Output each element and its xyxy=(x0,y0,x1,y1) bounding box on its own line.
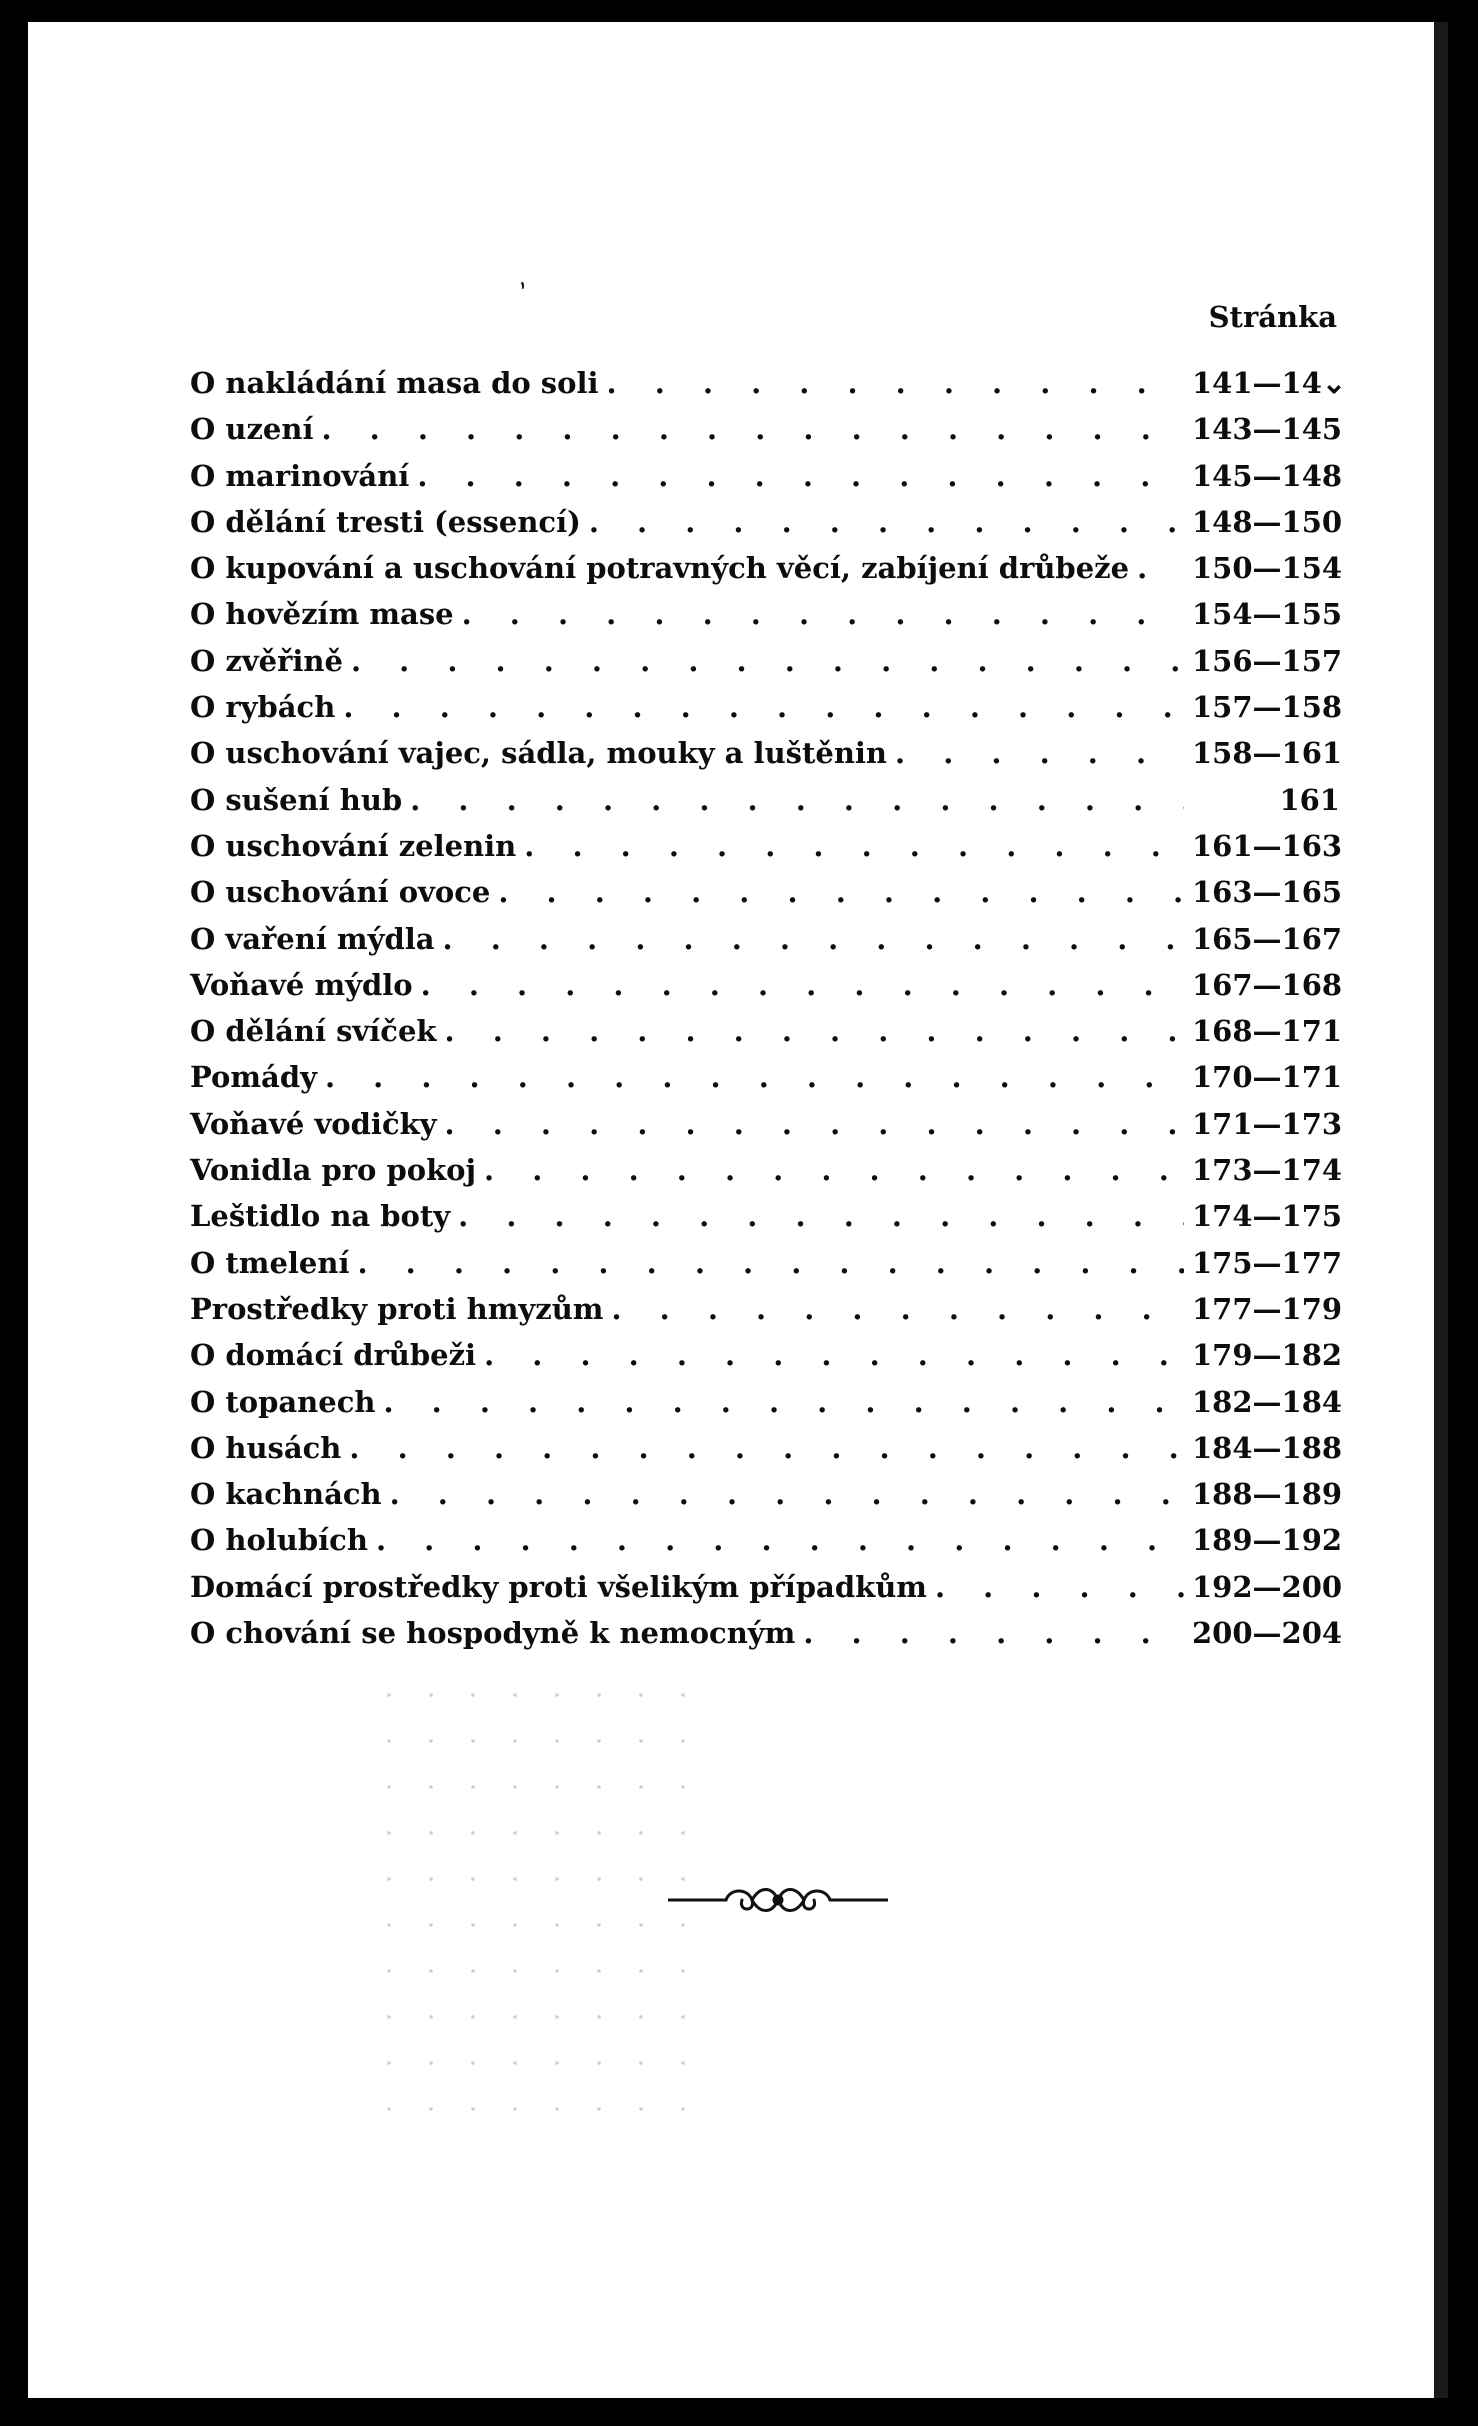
leader-dots xyxy=(462,591,1184,637)
leader-dots xyxy=(524,823,1184,869)
toc-entry xyxy=(190,777,1340,823)
toc-entry-title: O holubích xyxy=(190,1523,368,1558)
toc-entry-title: O dělání svíček xyxy=(190,1014,437,1049)
toc-entry-title: O husách xyxy=(190,1430,342,1465)
leader-dots xyxy=(895,730,1184,776)
toc-entry-pages: 175—177 xyxy=(1192,1245,1343,1280)
toc-entry xyxy=(190,1610,1343,1656)
leader-dots xyxy=(343,684,1184,730)
leader-dots xyxy=(445,1101,1184,1147)
toc-entry-title: O uzení xyxy=(190,412,314,447)
page-column-header: Stránka xyxy=(1208,300,1337,334)
toc-entry-pages: 148—150 xyxy=(1192,504,1343,539)
toc-entry xyxy=(190,1147,1343,1193)
leader-dots xyxy=(458,1193,1184,1239)
toc-entry-pages: 170—171 xyxy=(1192,1060,1343,1095)
leader-dots xyxy=(803,1610,1184,1656)
leader-dots xyxy=(611,1286,1184,1332)
toc-entry-pages: 150—154 xyxy=(1192,551,1343,586)
toc-entry-title: O rybách xyxy=(190,690,336,725)
toc-entry-title: O uschování zelenin xyxy=(190,828,517,863)
toc-entry xyxy=(190,453,1343,499)
toc-entry xyxy=(190,916,1343,962)
toc-entry xyxy=(190,962,1343,1008)
toc-entry-pages: 165—167 xyxy=(1192,921,1343,956)
book-page xyxy=(28,22,1448,2398)
bleed-through-dots xyxy=(368,1672,688,2112)
leader-dots xyxy=(445,1008,1185,1054)
toc-entry xyxy=(190,1193,1343,1239)
toc-entry-title: O sušení hub xyxy=(190,782,403,817)
leader-dots xyxy=(321,406,1184,452)
toc-entry-pages: 154—155 xyxy=(1192,597,1343,632)
toc-entry xyxy=(190,684,1343,730)
ornament-divider xyxy=(668,1880,888,1920)
toc-entry-title: Voňavé vodičky xyxy=(190,1106,437,1141)
toc-entry-title: Prostředky proti hmyzům xyxy=(190,1291,604,1326)
toc-entry-pages: 173—174 xyxy=(1192,1153,1343,1188)
toc-entry-title: O domácí drůbeži xyxy=(190,1338,477,1373)
toc-entry-title: Vonidla pro pokoj xyxy=(190,1153,477,1188)
toc-entry-pages: 141—14⌄ xyxy=(1192,366,1347,400)
toc-entry-pages: 143—145 xyxy=(1192,412,1343,447)
leader-dots xyxy=(349,1425,1184,1471)
toc-entry-title: O uschování ovoce xyxy=(190,875,491,910)
toc-entry-pages: 161—163 xyxy=(1192,828,1343,863)
toc-entry-pages: 179—182 xyxy=(1192,1338,1343,1373)
toc-entry xyxy=(190,1564,1343,1610)
toc-entry xyxy=(190,499,1343,545)
toc-entry xyxy=(190,638,1343,684)
toc-entry-pages: 192—200 xyxy=(1192,1569,1343,1604)
leader-dots xyxy=(484,1147,1184,1193)
toc-entry-pages: 158—161 xyxy=(1192,736,1343,771)
toc-entry-pages: 177—179 xyxy=(1192,1291,1343,1326)
toc-entry-pages: 157—158 xyxy=(1192,690,1343,725)
table-of-contents xyxy=(190,360,1347,1656)
leader-dots xyxy=(376,1517,1184,1563)
toc-entry-title: O uschování vajec, sádla, mouky a luštěnin xyxy=(190,736,888,771)
toc-entry xyxy=(190,823,1343,869)
leader-dots xyxy=(443,916,1184,962)
toc-entry-title: O kachnách xyxy=(190,1477,382,1512)
toc-entry xyxy=(190,1379,1343,1425)
toc-entry-title: Pomády xyxy=(190,1060,317,1095)
toc-entry-title: Leštidlo na boty xyxy=(190,1199,451,1234)
leader-dots xyxy=(607,360,1184,406)
toc-entry-title: O dělání tresti (essencí) xyxy=(190,504,581,539)
toc-entry-title: O marinování xyxy=(190,458,410,493)
leader-dots xyxy=(383,1379,1184,1425)
toc-entry-pages: 182—184 xyxy=(1192,1384,1343,1419)
toc-entry-title: O hovězím mase xyxy=(190,597,454,632)
toc-entry xyxy=(190,1054,1343,1100)
leader-dots xyxy=(325,1054,1184,1100)
leader-dots xyxy=(357,1240,1184,1286)
toc-entry xyxy=(190,1517,1343,1563)
toc-entry-pages: 171—173 xyxy=(1192,1106,1343,1141)
leader-dots xyxy=(1137,545,1184,591)
toc-entry xyxy=(190,406,1343,452)
leader-dots xyxy=(351,638,1184,684)
toc-entry xyxy=(190,360,1347,406)
leader-dots xyxy=(421,962,1184,1008)
toc-entry-title: Voňavé mýdlo xyxy=(190,967,413,1002)
toc-entry-pages: 163—165 xyxy=(1192,875,1343,910)
toc-entry-pages: 189—192 xyxy=(1192,1523,1343,1558)
toc-entry xyxy=(190,730,1343,776)
toc-entry-title: O topanech xyxy=(190,1384,376,1419)
toc-entry xyxy=(190,1240,1343,1286)
leader-dots xyxy=(417,453,1184,499)
toc-entry-title: O nakládání masa do soli xyxy=(190,366,599,400)
toc-entry-pages: 168—171 xyxy=(1192,1014,1343,1049)
toc-entry-title: O tmelení xyxy=(190,1245,350,1280)
toc-entry xyxy=(190,1332,1343,1378)
toc-entry xyxy=(190,1286,1343,1332)
toc-entry-title: O kupování a uschování potravných věcí, zabíjení drůbeže xyxy=(190,551,1130,586)
toc-entry xyxy=(190,545,1343,591)
toc-entry xyxy=(190,1425,1343,1471)
toc-entry xyxy=(190,591,1343,637)
toc-entry xyxy=(190,1008,1343,1054)
leader-dots xyxy=(410,777,1184,823)
toc-entry xyxy=(190,1101,1343,1147)
toc-entry-pages: 145—148 xyxy=(1192,458,1343,493)
toc-entry-pages: 188—189 xyxy=(1192,1477,1343,1512)
toc-entry xyxy=(190,1471,1343,1517)
toc-entry-pages: 167—168 xyxy=(1192,967,1343,1002)
toc-entry-title: O vaření mýdla xyxy=(190,921,435,956)
leader-dots xyxy=(935,1564,1184,1610)
leader-dots xyxy=(390,1471,1184,1517)
leader-dots xyxy=(589,499,1184,545)
toc-entry-pages: 174—175 xyxy=(1192,1199,1343,1234)
leader-dots xyxy=(484,1332,1184,1378)
toc-entry-pages: 200—204 xyxy=(1192,1616,1343,1651)
toc-entry-pages: 156—157 xyxy=(1192,643,1343,678)
toc-entry-title: Domácí prostředky proti všelikým případkům xyxy=(190,1569,927,1604)
leader-dots xyxy=(498,869,1184,915)
toc-entry-pages: 184—188 xyxy=(1192,1430,1343,1465)
stray-ink-mark: ʼ xyxy=(515,277,538,309)
toc-entry-pages: 161 xyxy=(1279,782,1340,817)
toc-entry-title: O chování se hospodyně k nemocným xyxy=(190,1616,796,1651)
scan-edge-shadow xyxy=(1434,22,1448,2398)
toc-entry xyxy=(190,869,1343,915)
toc-entry-title: O zvěřině xyxy=(190,643,343,678)
